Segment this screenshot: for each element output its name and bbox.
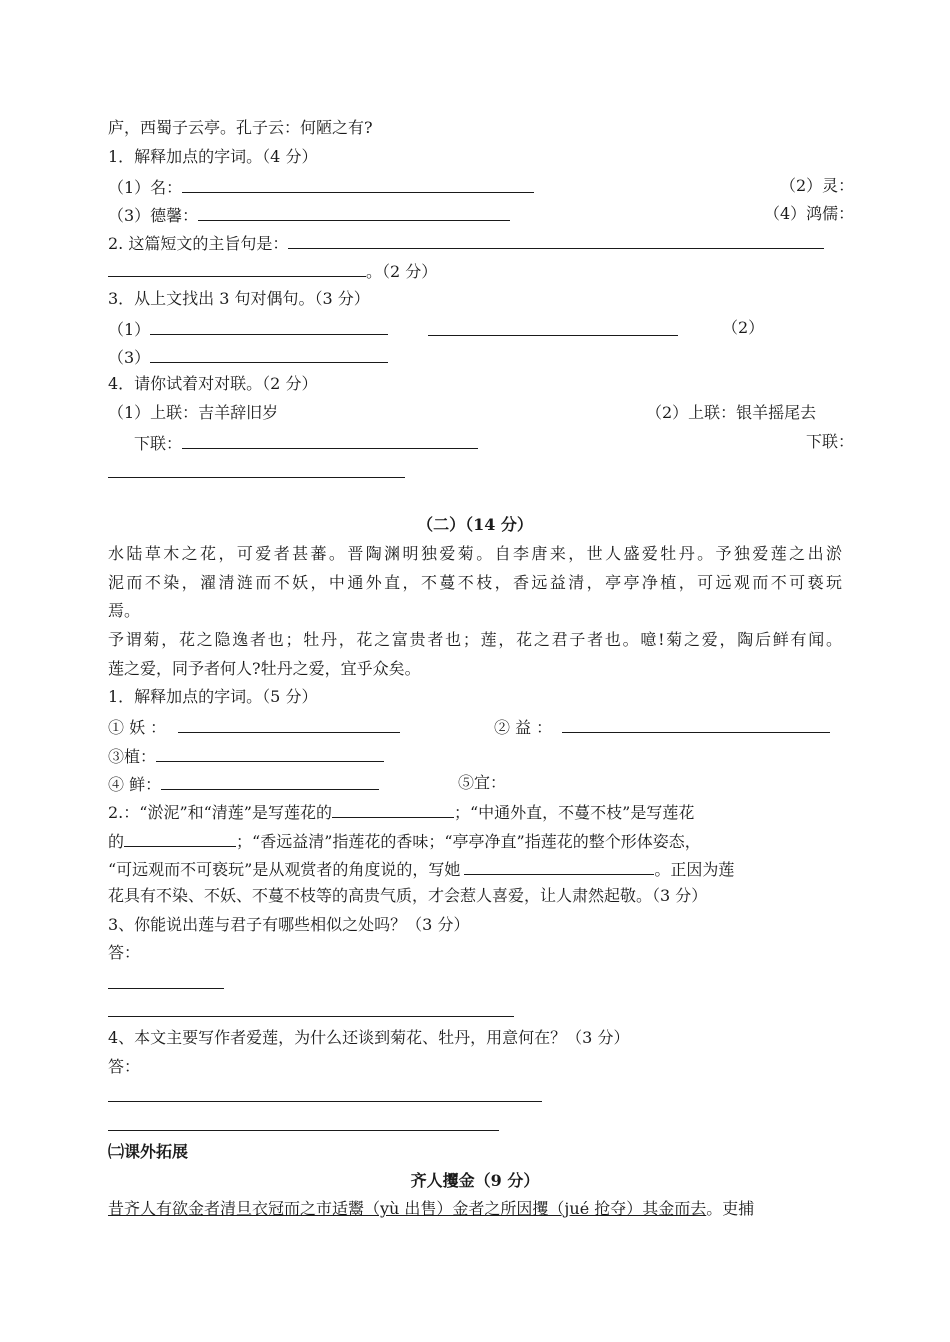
part2-question-2-line [108,858,734,880]
part2-q1-item-2 [494,716,830,738]
part2-question-2-line [108,830,701,852]
text: ；“香远益清”指莲花的香味；“亭亭净直”指莲花的整个形体姿态， [236,832,701,851]
part1-question-4: 4．请你试着对对联。（2 分） [108,374,318,393]
couplet-2-upper: （2）上联：银羊摇尾去 [646,403,817,422]
passage-line [108,1199,754,1219]
part1-q3-item-3 [108,346,388,368]
couplet-1-upper: （1）上联：吉羊辞旧岁 [108,403,279,422]
passage-end-line: 庐，西蜀子云亭。孔子云：何陋之有? [108,118,373,137]
answer-blank[interactable] [464,858,654,875]
label: ② 益 ： [494,718,553,737]
answer-blank[interactable] [332,801,454,818]
label: （1） [108,320,151,339]
label: （3）德馨： [108,206,199,225]
answer-blank[interactable] [182,432,478,449]
answer-blank[interactable] [108,988,224,989]
answer-blank[interactable] [150,346,388,363]
part2-question-1: 1．解释加点的字词。（5 分） [108,687,318,706]
couplet-2-lower: 下联： [806,432,855,451]
part1-question-2-cont [108,260,437,282]
passage-line: 莲之爱，同予者何人?牡丹之爱，宜乎众矣。 [108,659,421,678]
answer-blank[interactable] [150,318,388,335]
label: ① 妖 ： [108,718,167,737]
answer-label: 答： [108,943,141,962]
label: （3） [108,348,151,367]
part2-q1-item-1 [108,716,400,738]
text: 2.：“淤泥”和“清莲”是写莲花的 [108,803,332,822]
part2-q1-item-3 [108,745,384,767]
answer-blank[interactable] [108,1130,499,1131]
answer-blank[interactable] [562,716,830,733]
passage-line: 水陆草木之花，可爱者甚蕃。晋陶渊明独爱菊。自李唐来，世人盛爱牡丹。予独爱莲之出淤 [108,544,842,563]
answer-blank[interactable] [108,1101,542,1102]
part1-q1-item-1 [108,176,534,198]
part1-question-1: 1．解释加点的字词。（4 分） [108,147,318,166]
answer-blank[interactable] [108,1016,514,1017]
part2-question-2-line: 花具有不染、不妖、不蔓不枝等的高贵气质，才会惹人喜爱，让人肃然起敬。（3 分） [108,886,708,905]
part2-q1-item-5: ⑤宜： [458,773,507,792]
label: ③植： [108,747,157,766]
part1-q3-item-1 [108,318,388,340]
part1-q3-item-2: （2） [722,318,765,337]
passage-line: 焉。 [108,601,141,620]
answer-label: 答： [108,1057,141,1076]
answer-blank[interactable] [156,745,384,762]
passage-line: 予谓菊，花之隐逸者也；牡丹，花之富贵者也；莲，花之君子者也。噫!菊之爱，陶后鲜有闻。 [108,630,842,649]
passage-title: 齐人攫金（9 分） [410,1171,540,1190]
label: ④ 鲜： [108,775,162,794]
text: ；“中通外直，不蔓不枝”是写莲花 [454,803,695,822]
part1-question-2 [108,232,824,254]
part2-question-3: 3、你能说出莲与君子有哪些相似之处吗？（3 分） [108,915,470,934]
text: 的 [108,832,125,851]
answer-blank[interactable] [161,773,379,790]
part1-q1-item-4: （4）鸿儒： [764,204,855,223]
text: 。吏捕 [706,1199,755,1218]
answer-blank[interactable] [428,335,678,336]
answer-blank[interactable] [288,232,824,249]
part1-q1-item-2: （2）灵： [780,176,855,195]
part2-question-4: 4、本文主要写作者爱莲，为什么还谈到菊花、牡丹，用意何在？（3 分） [108,1028,630,1047]
part1-q1-item-3 [108,204,510,226]
answer-blank[interactable] [124,830,236,847]
couplet-1-lower [134,432,478,454]
label: 2. 这篇短文的主旨句是： [108,234,289,253]
text: 。正因为莲 [654,860,735,879]
answer-blank[interactable] [108,260,366,277]
section-heading: （二）（14 分） [417,515,533,534]
answer-blank[interactable] [108,477,405,478]
underlined-text: 昔齐人有欲金者清旦衣冠而之市适鬻（yù 出售）金者之所因攫（jué 抢夺）其金而去 [108,1199,707,1218]
passage-line: 泥而不染，濯清涟而不妖，中通外直，不蔓不枝，香远益清，亭亭净植，可远观而不可亵玩 [108,573,842,592]
answer-blank[interactable] [198,204,510,221]
part2-question-2 [108,801,694,823]
text: “可远观而不可亵玩”是从观赏者的角度说的，写她 [108,860,461,879]
section-heading: ㈡课外拓展 [108,1142,189,1161]
part2-q1-item-4 [108,773,379,795]
answer-blank[interactable] [182,176,534,193]
label: （1）名： [108,178,183,197]
label: 。（2 分） [366,262,438,281]
label: 下联： [134,434,183,453]
answer-blank[interactable] [178,716,400,733]
part1-question-3: 3．从上文找出 3 句对偶句。（3 分） [108,289,370,308]
